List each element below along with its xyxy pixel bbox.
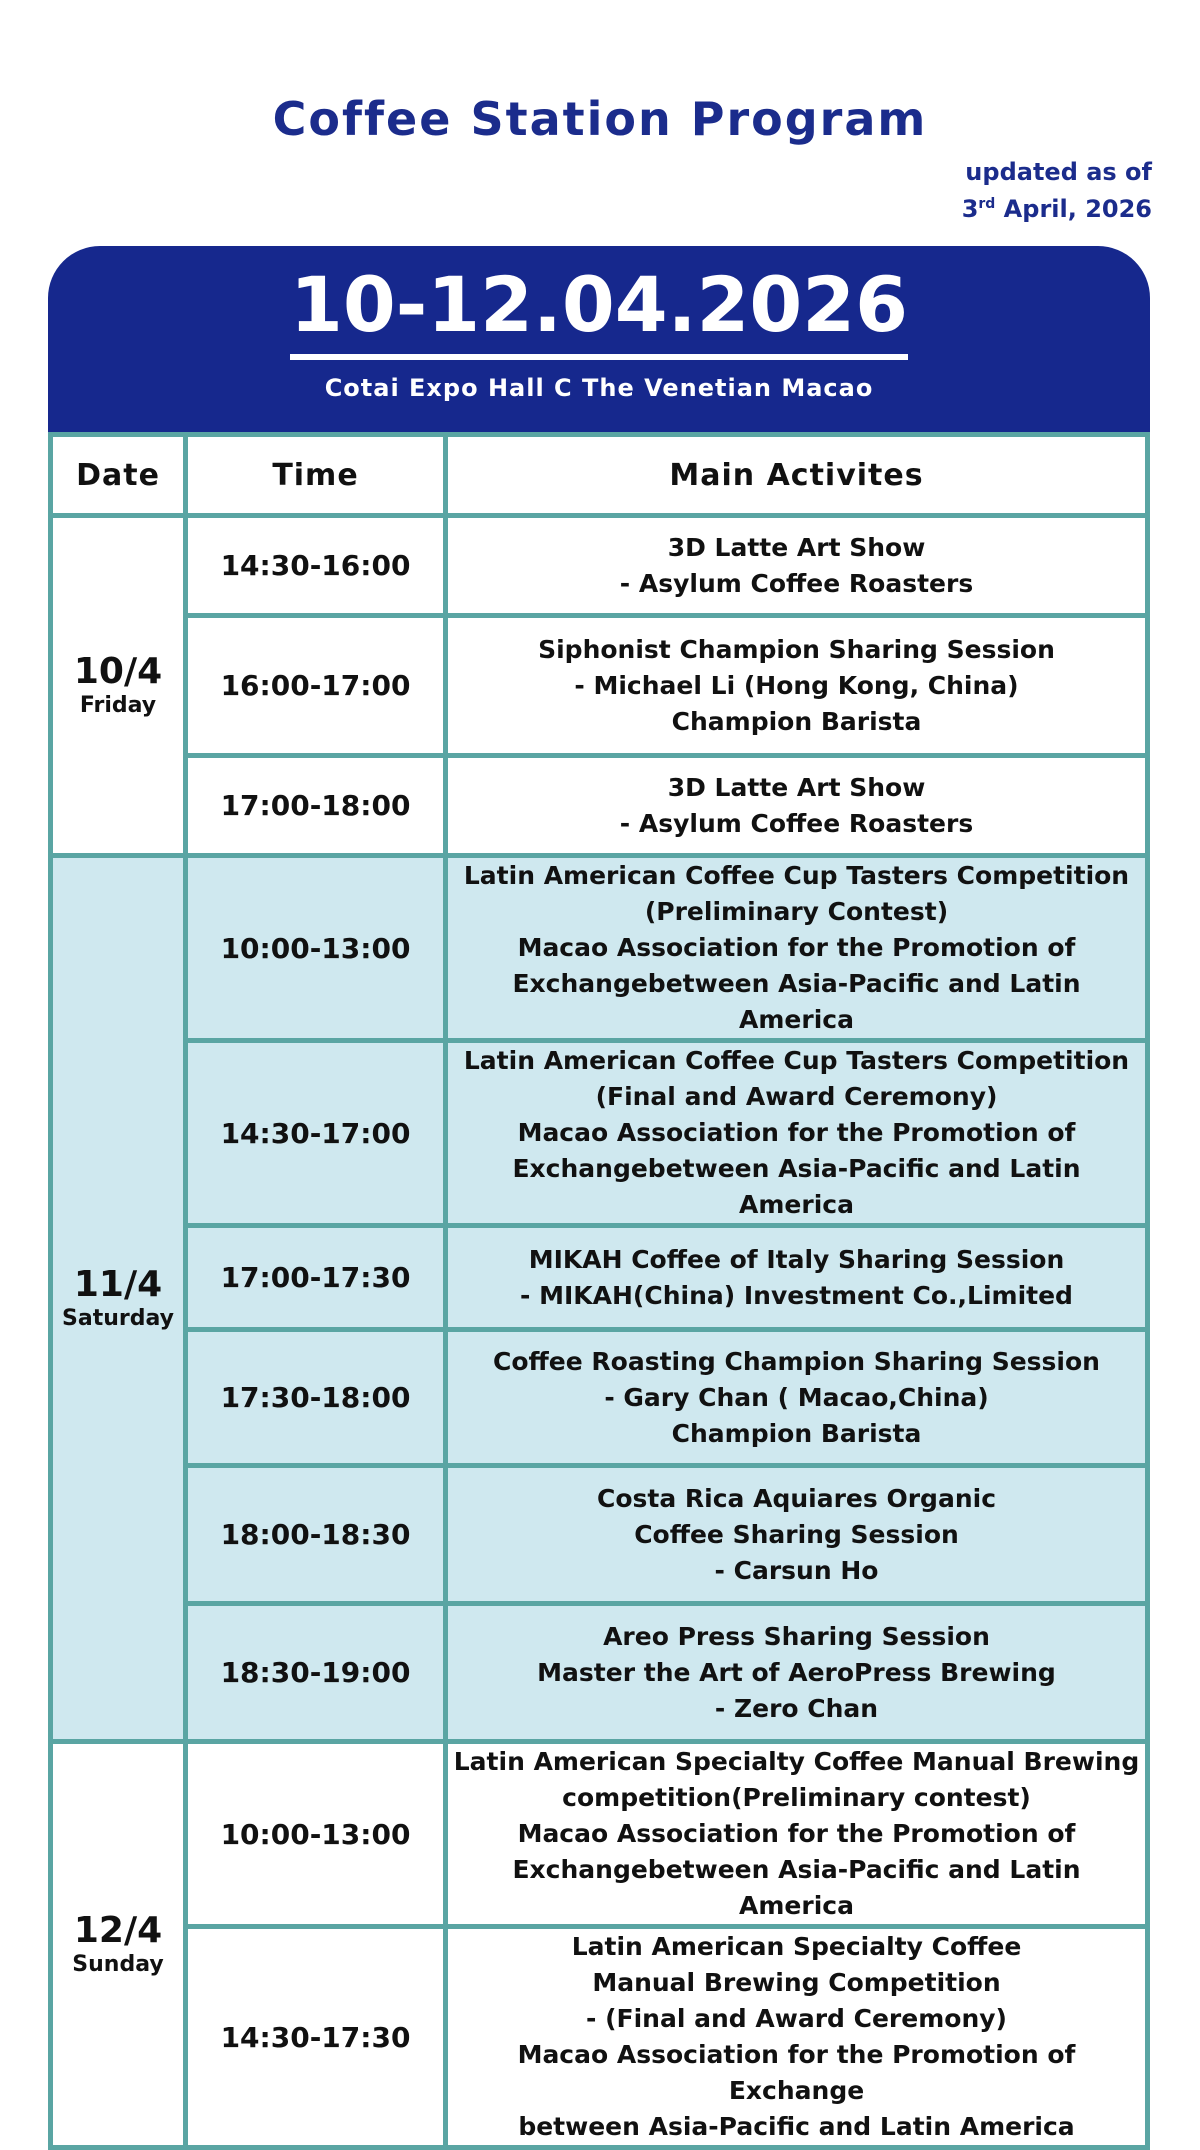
time-cell: 17:30-18:00	[186, 1330, 446, 1466]
event-header	[48, 246, 1150, 434]
table-row	[51, 1466, 1148, 1604]
time-cell: 10:00-13:00	[186, 1742, 446, 1927]
activity-cell: Coffee Roasting Champion Sharing Session - Gary Chan ( Macao,China) Champion Barista	[446, 1330, 1148, 1466]
table-row	[51, 856, 1148, 1041]
date-cell	[51, 516, 186, 856]
activity-cell: MIKAH Coffee of Italy Sharing Session - MIKAH(China) Investment Co.,Limited	[446, 1226, 1148, 1330]
column-header-time: Time	[186, 435, 446, 516]
date-label: 11/4	[73, 1263, 163, 1305]
schedule-table	[48, 432, 1150, 2150]
table-header-row	[51, 435, 1148, 516]
activity-cell: Latin American Coffee Cup Tasters Competition (Preliminary Contest) Macao Association for the Promotion of Exchangebetween Asia-Pacific and Latin America	[446, 856, 1148, 1041]
weekday-label: Saturday	[62, 1305, 174, 1331]
date-range: 10-12.04.2026	[290, 260, 908, 360]
time-cell: 14:30-17:30	[186, 1927, 446, 2148]
date-label: 12/4	[73, 1909, 163, 1951]
activity-cell: Latin American Specialty Coffee Manual Brewing Competition - (Final and Award Ceremony) Macao Association for the Promotion of Exchange between Asia-Pacific and Latin America	[446, 1927, 1148, 2148]
table-row	[51, 1041, 1148, 1226]
updated-note	[962, 156, 1152, 225]
weekday-label: Friday	[79, 692, 157, 718]
table-row	[51, 1226, 1148, 1330]
activity-cell: Latin American Coffee Cup Tasters Competition (Final and Award Ceremony) Macao Association for the Promotion of Exchangebetween Asia-Pacific and Latin America	[446, 1041, 1148, 1226]
updated-date	[962, 188, 1152, 225]
updated-label: updated as of	[965, 158, 1152, 186]
activity-cell: Costa Rica Aquiares Organic Coffee Sharing Session - Carsun Ho	[446, 1466, 1148, 1604]
time-cell: 14:30-17:00	[186, 1041, 446, 1226]
time-cell: 14:30-16:00	[186, 516, 446, 616]
time-cell: 18:00-18:30	[186, 1466, 446, 1604]
activity-cell: Siphonist Champion Sharing Session - Michael Li (Hong Kong, China) Champion Barista	[446, 616, 1148, 756]
time-cell: 17:00-17:30	[186, 1226, 446, 1330]
table-row	[51, 1604, 1148, 1742]
activity-cell: Latin American Specialty Coffee Manual Brewing competition(Preliminary contest) Macao Association for the Promotion of Exchangebetween Asia-Pacific and Latin America	[446, 1742, 1148, 1927]
updated-rest: April, 2026	[995, 195, 1152, 223]
date-label: 10/4	[73, 650, 163, 692]
date-cell	[51, 856, 186, 1742]
time-cell: 16:00-17:00	[186, 616, 446, 756]
time-cell: 17:00-18:00	[186, 756, 446, 856]
column-header-activities: Main Activites	[446, 435, 1148, 516]
schedule-body	[51, 516, 1148, 2148]
date-cell	[51, 1742, 186, 2148]
time-cell: 18:30-19:00	[186, 1604, 446, 1742]
activity-cell: 3D Latte Art Show - Asylum Coffee Roasters	[446, 516, 1148, 616]
table-row	[51, 516, 1148, 616]
time-cell: 10:00-13:00	[186, 856, 446, 1041]
table-row	[51, 616, 1148, 756]
table-row	[51, 756, 1148, 856]
activity-cell: Areo Press Sharing Session Master the Art of AeroPress Brewing - Zero Chan	[446, 1604, 1148, 1742]
venue: Cotai Expo Hall C The Venetian Macao	[324, 374, 874, 402]
table-row	[51, 1742, 1148, 1927]
activity-cell: 3D Latte Art Show - Asylum Coffee Roasters	[446, 756, 1148, 856]
weekday-label: Sunday	[72, 1951, 164, 1977]
table-row	[51, 1330, 1148, 1466]
updated-suffix: rd	[978, 196, 996, 212]
table-row	[51, 1927, 1148, 2148]
page-title: Coffee Station Program	[272, 92, 928, 146]
updated-day: 3	[961, 195, 979, 223]
column-header-date: Date	[51, 435, 186, 516]
